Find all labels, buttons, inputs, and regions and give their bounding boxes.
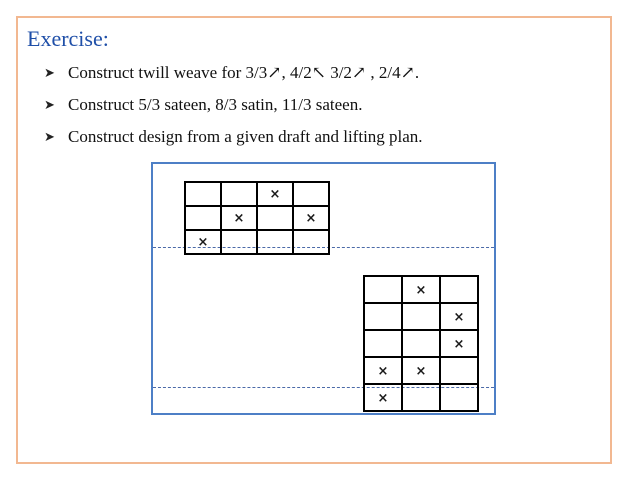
bullet-list bbox=[44, 62, 423, 158]
grid-cell bbox=[402, 384, 440, 411]
bullet-item bbox=[44, 126, 423, 158]
grid-cell bbox=[293, 206, 329, 230]
x-mark-icon bbox=[378, 364, 389, 379]
grid-cell bbox=[440, 303, 478, 330]
arrowhead-bullet-icon: ➤ bbox=[44, 97, 55, 112]
grid-cell bbox=[402, 303, 440, 330]
grid-cell bbox=[364, 330, 402, 357]
grid-row bbox=[364, 276, 478, 303]
x-mark-icon bbox=[306, 211, 317, 226]
bullet-text: Construct 5/3 sateen, 8/3 satin, 11/3 sateen. bbox=[68, 95, 363, 114]
draft-grid bbox=[184, 181, 330, 255]
x-mark-icon bbox=[454, 337, 465, 352]
weave-figure bbox=[151, 162, 496, 415]
grid-cell bbox=[221, 206, 257, 230]
grid-cell bbox=[364, 276, 402, 303]
grid-cell bbox=[364, 384, 402, 411]
x-mark-icon bbox=[270, 187, 281, 202]
x-mark-icon bbox=[416, 364, 427, 379]
grid-row bbox=[364, 303, 478, 330]
arrowhead-bullet-icon: ➤ bbox=[44, 65, 55, 80]
x-mark-icon bbox=[234, 211, 245, 226]
bullet-item bbox=[44, 62, 423, 94]
x-mark-icon bbox=[416, 283, 427, 298]
grid-cell bbox=[257, 206, 293, 230]
grid-cell bbox=[257, 182, 293, 206]
grid-cell bbox=[402, 357, 440, 384]
grid-cell bbox=[440, 276, 478, 303]
grid-cell bbox=[440, 330, 478, 357]
grid-cell bbox=[185, 182, 221, 206]
grid-cell bbox=[402, 276, 440, 303]
x-mark-icon bbox=[378, 391, 389, 406]
grid-cell bbox=[440, 384, 478, 411]
grid-cell bbox=[293, 230, 329, 254]
grid-row bbox=[364, 330, 478, 357]
grid-cell bbox=[185, 206, 221, 230]
grid-cell bbox=[185, 230, 221, 254]
bullet-text: Construct design from a given draft and lifting plan. bbox=[68, 127, 423, 146]
slide-title: Exercise: bbox=[27, 26, 109, 51]
arrowhead-bullet-icon: ➤ bbox=[44, 129, 55, 144]
grid-cell bbox=[221, 182, 257, 206]
grid-row bbox=[185, 206, 329, 230]
grid-cell bbox=[293, 182, 329, 206]
grid-row bbox=[364, 384, 478, 411]
lifting-plan-grid bbox=[363, 275, 479, 412]
grid-row bbox=[185, 230, 329, 254]
grid-cell bbox=[364, 303, 402, 330]
grid-row bbox=[185, 182, 329, 206]
grid-cell bbox=[364, 357, 402, 384]
grid-row bbox=[364, 357, 478, 384]
bullet-item bbox=[44, 94, 423, 126]
bullet-text: Construct twill weave for 3/3↗, 4/2↖ 3/2↗ , 2/4↗. bbox=[68, 63, 420, 82]
grid-cell bbox=[257, 230, 293, 254]
grid-cell bbox=[440, 357, 478, 384]
x-mark-icon bbox=[198, 235, 209, 250]
x-mark-icon bbox=[454, 310, 465, 325]
grid-cell bbox=[402, 330, 440, 357]
grid-cell bbox=[221, 230, 257, 254]
